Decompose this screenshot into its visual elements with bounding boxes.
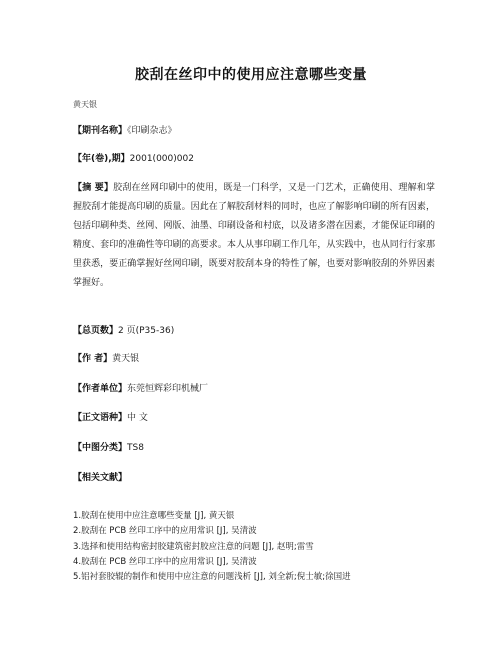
clc-value: TS8 — [127, 443, 144, 453]
abstract-value: 胶刮在丝网印刷中的使用，既是一门科学，又是一门艺术，正确使用、理解和掌握胶刮才能提高印刷的质量。因此在了解胶刮材料的同时，也应了解影响印刷的所有因素，包括印刷种类、丝网、网版、油墨、印刷设备和村底，以及诸多潜在因素，才能保证印刷的精度、套印的准确性等印刷的高要求。本人从事印刷工作几年，从实践中，也从同行行家那里获悉，要正确掌握好丝网印刷，既要对胶刮本身的特性了解，也要对影响胶刮的外界因素掌握好。 — [73, 183, 435, 288]
author-label: 【作 者】 — [73, 354, 113, 364]
author-line: 黄天银 — [73, 100, 97, 109]
language-field — [73, 409, 435, 428]
reference-item[interactable]: 4.胶刮在 PCB 丝印工序中的应用常识 [J], 吴清波 — [73, 556, 257, 567]
abstract-field — [73, 179, 435, 293]
year-field — [73, 150, 435, 169]
abstract-label: 【摘 要】 — [73, 183, 114, 193]
pages-value: 2 页(P35-36) — [118, 326, 175, 336]
reference-item[interactable]: 5.铝衬套胶辊的制作和使用中应注意的问题浅析 [J], 刘全新;倪士敏;徐国进 — [73, 572, 351, 583]
reference-item[interactable]: 2.胶刮在 PCB 丝印工序中的应用常识 [J], 吴清波 — [73, 526, 257, 537]
author-value: 黄天银 — [112, 354, 140, 364]
affiliation-value: 东莞恒辉彩印机械厂 — [127, 384, 209, 394]
related-field — [73, 469, 435, 488]
reference-item[interactable]: 1.胶刮在使用中应注意哪些变量 [J], 黄天银 — [73, 511, 235, 521]
affiliation-field — [73, 380, 435, 399]
clc-field — [73, 439, 435, 458]
language-label: 【正文语种】 — [73, 413, 128, 423]
document-title: 胶刮在丝印中的使用应注意哪些变量 — [135, 67, 367, 83]
year-label: 【年(卷),期】 — [73, 154, 130, 164]
reference-item[interactable]: 3.选择和使用结构密封胶建筑密封胶应注意的问题 [J], 赵明;雷雪 — [73, 541, 314, 552]
related-label: 【相关文献】 — [73, 473, 128, 483]
journal-value: 《印刷杂志》 — [127, 126, 177, 136]
pages-field — [73, 322, 435, 341]
author-field — [73, 350, 435, 369]
reference-list — [73, 509, 453, 585]
pages-label: 【总页数】 — [73, 326, 119, 336]
journal-label: 【期刊名称】 — [73, 126, 128, 136]
affiliation-label: 【作者单位】 — [73, 384, 128, 394]
journal-field — [73, 122, 435, 141]
clc-label: 【中图分类】 — [73, 443, 128, 453]
language-value: 中 文 — [127, 413, 148, 423]
year-value: 2001(000)002 — [129, 154, 194, 164]
